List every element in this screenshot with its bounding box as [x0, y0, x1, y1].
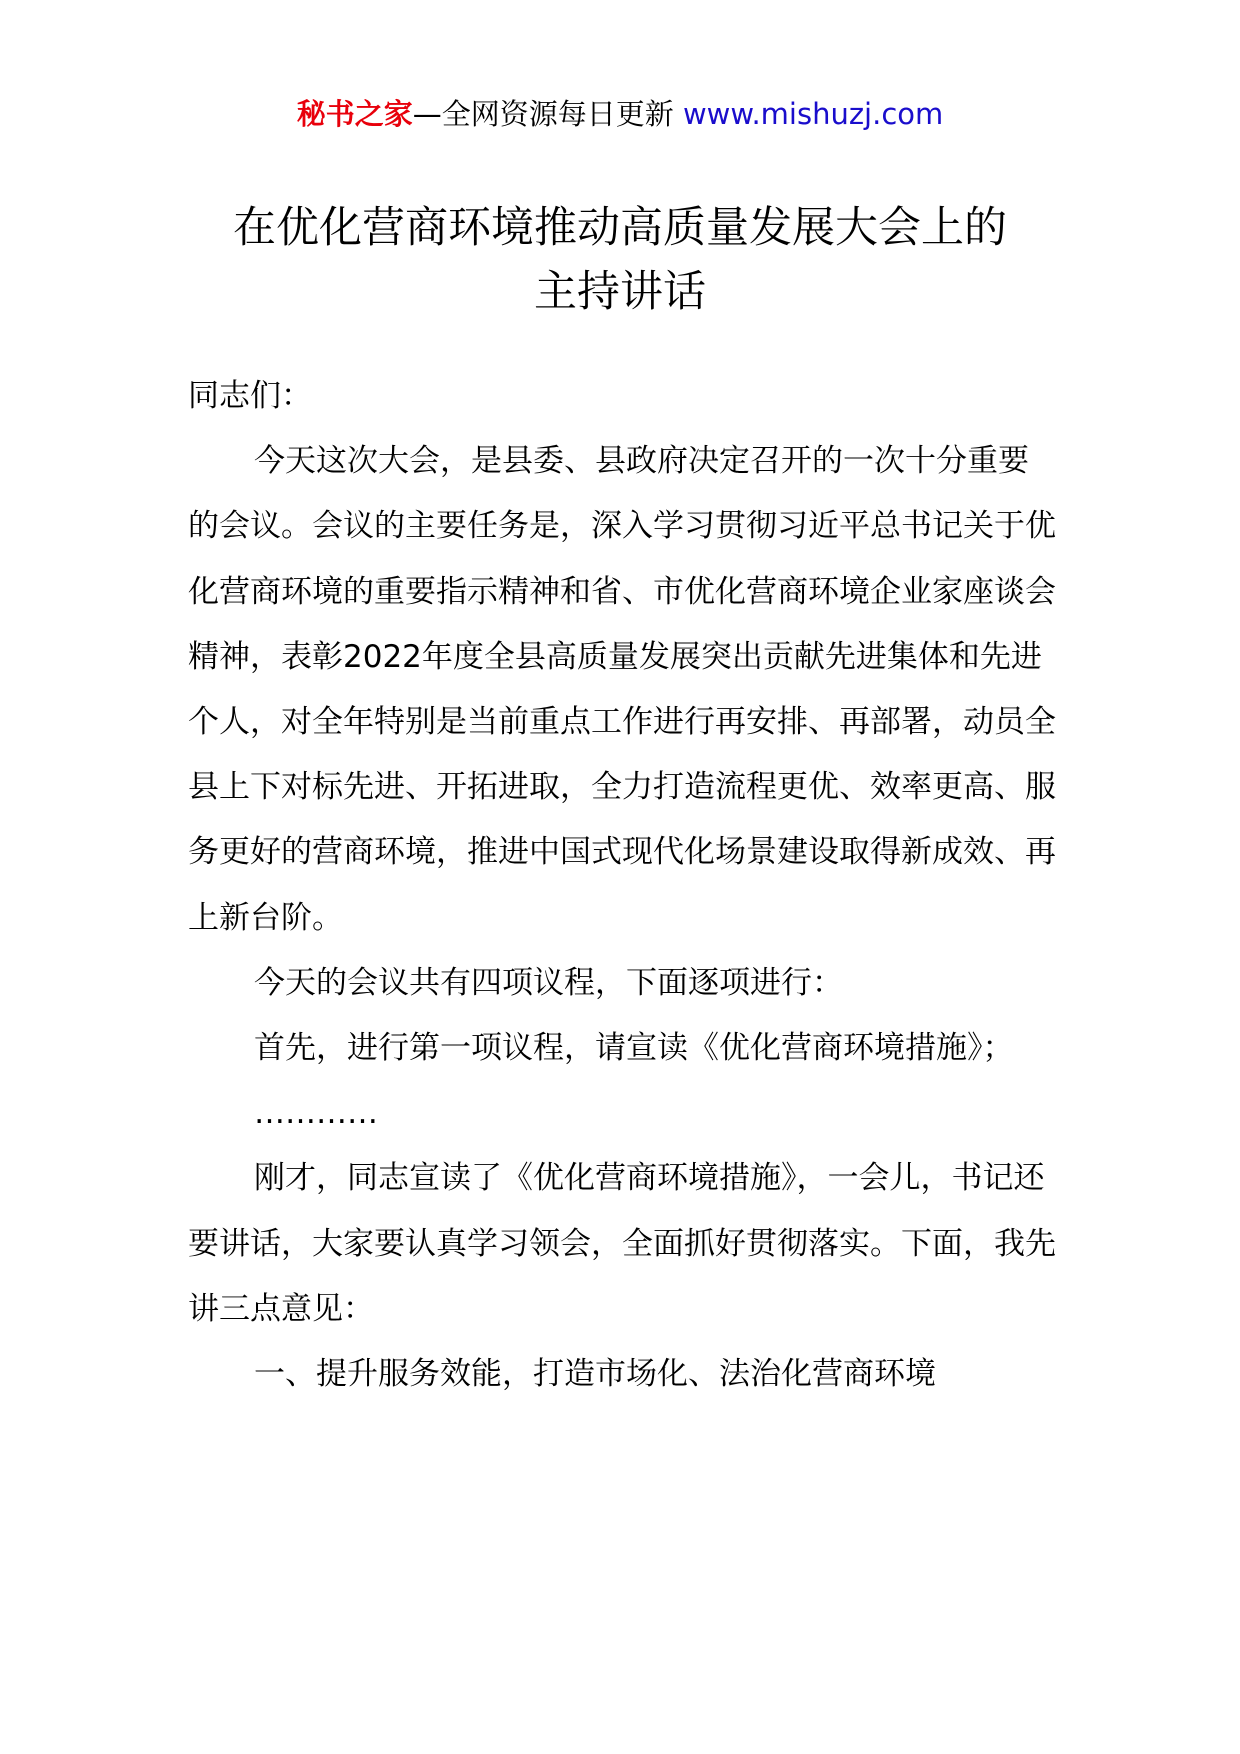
ellipsis-paragraph: ………… [254, 1095, 378, 1132]
body-paragraph: 今天的会议共有四项议程，下面逐项进行： [254, 964, 843, 1001]
title-line-2: 主持讲话 [534, 267, 706, 317]
site-header-banner [0, 94, 1240, 134]
site-url-link[interactable]: www.mishuzj.com [682, 97, 944, 131]
title-line-1: 在优化营商环境推动高质量发展大会上的 [233, 203, 1007, 253]
section-heading: 一、提升服务效能，打造市场化、法治化营商环境 [254, 1356, 936, 1393]
body-paragraph: 刚才，同志宣读了《优化营商环境措施》，一会儿，书记还要讲话，大家要认真学习领会，全面抓好贯彻落实。下面，我先讲三点意见： [188, 1160, 1056, 1327]
document-body [188, 364, 1058, 1407]
header-tagline: —全网资源每日更新 [412, 97, 674, 131]
document-title [0, 196, 1240, 324]
brand-name: 秘书之家 [296, 97, 413, 131]
body-paragraph: 今天这次大会，是县委、县政府决定召开的一次十分重要的会议。会议的主要任务是，深入学习贯彻习近平总书记关于优化营商环境的重要指示精神和省、市优化营商环境企业家座谈会精神，表彰2022年度全县高质量发展突出贡献先进集体和先进个人，对全年特别是当前重点工作进行再安排、再部署，动员全县上下对标先进、开拓进取，全力打造流程更优、效率更高、服务更好的营商环境，推进中国式现代化场景建设取得新成效、再上新台阶。 [188, 443, 1056, 936]
body-paragraph: 首先，进行第一项议程，请宣读《优化营商环境措施》； [254, 1030, 1014, 1067]
salutation: 同志们： [188, 378, 312, 414]
